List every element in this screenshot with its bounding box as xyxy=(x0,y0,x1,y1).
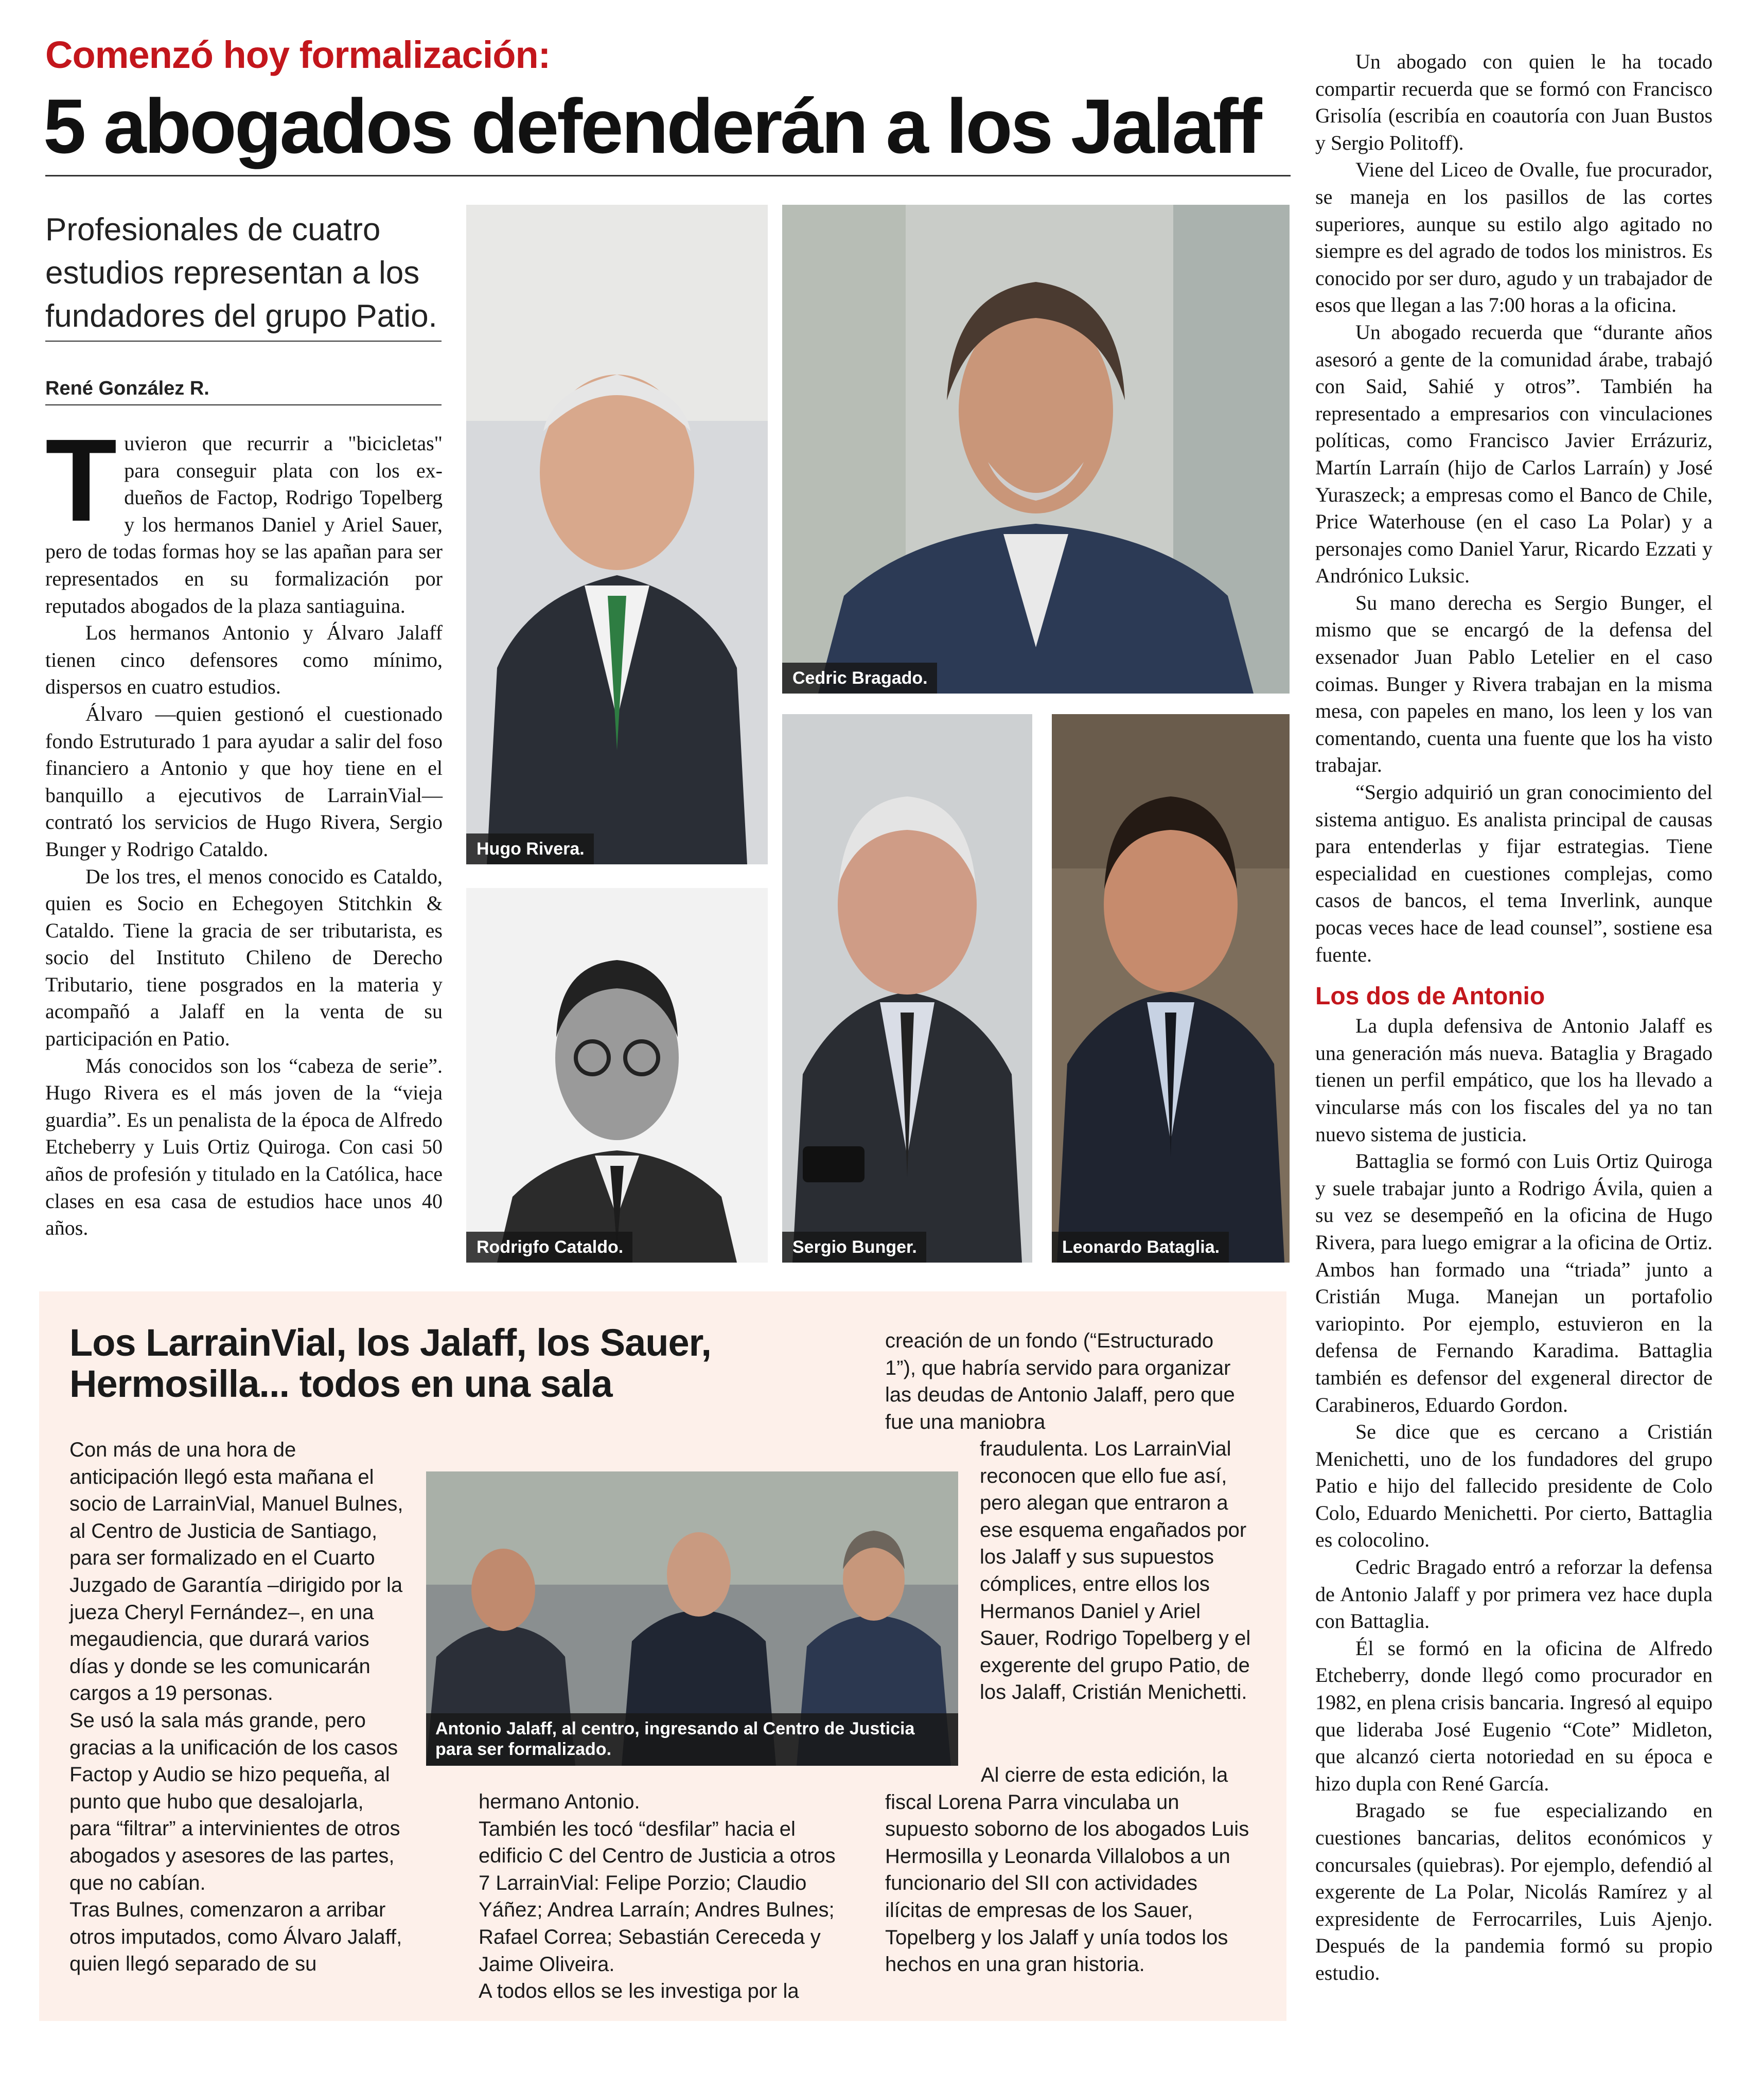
paragraph: Tras Bulnes, comenzaron a arribar otros imputados, como Álvaro Jalaff, quien llegó separado de su xyxy=(69,1898,402,1976)
paragraph: Los hermanos Antonio y Álvaro Jalaff tienen cinco defensores como mínimo, dispersos en cuatro estudios. xyxy=(45,621,443,699)
byline: René González R. xyxy=(45,378,209,399)
sidebar-photo xyxy=(426,1471,958,1766)
headline: 5 abogados defenderán a los Jalaff xyxy=(43,83,1260,169)
paragraph: Bragado se fue especializando en cuestiones bancarias, delitos económicos y concursales (quiebras). Por ejemplo, defendió al exgerente de La Polar, Nicolás Ramírez y al expresidente de Ferrocarriles, Luis Ajenjo. Después de la pandemia formó su propio estudio. xyxy=(1315,1799,1713,1984)
portrait-icon xyxy=(466,205,768,864)
photo-rodrigo-cataldo xyxy=(466,888,768,1263)
paragraph: fraudulenta. Los LarrainVial reconocen que ello fue así, pero alegan que entraron a ese esquema engañados por los Jalaff y sus supuestos cómplices, entre ellos los Hermanos Daniel y Ariel Sauer, Rodrigo Topelberg y el exgerente del grupo Patio, de los Jalaff, Cristián Menichetti. xyxy=(980,1438,1251,1704)
photo-hugo-rivera xyxy=(466,205,768,864)
portrait-icon xyxy=(782,714,1032,1263)
photo-leonardo-battaglia xyxy=(1052,714,1290,1263)
article-column-4 xyxy=(1315,48,1713,1987)
paragraph: Cedric Bragado entró a reforzar la defensa de Antonio Jalaff y por primera vez hace dupla con Battaglia. xyxy=(1315,1555,1713,1633)
kicker: Comenzó hoy formalización: xyxy=(45,33,551,76)
photo-caption: Rodrigfo Cataldo. xyxy=(466,1232,632,1263)
paragraph: Él se formó en la oficina de Alfredo Etcheberry, donde llegó como procurador en 1982, en plena crisis bancaria. Ingresó al equipo que lideraba José Eugenio “Cote” Midleton, que alcanzó cierta notoriedad en su época e hizo dupla con René García. xyxy=(1315,1636,1713,1795)
paragraph: Un abogado recuerda que “durante años asesoró a gente de la comunidad árabe, trabajó con Said, Sahié y otros”. También ha representado a empresarios con vinculaciones políticas, como Francisco Javier Errázuriz, Martín Larraín (hijo de Carlos Larraín) y José Yuraszeck; a empresas como el Banco de Chile, Price Waterhouse (en el caso La Polar) y a personajes como Daniel Yarur, Ricardo Ezzati y Andrónico Luksic. xyxy=(1315,320,1713,588)
paragraph: Tuvieron que recurrir a "bicicletas" para conseguir plata con los ex-dueños de Factop, Rodrigo Topelberg y los hermanos Daniel y Ariel Sauer, pero de todas formas hoy se las apañan para ser representados en su formalización por reputados abogados de la plaza santiaguina. xyxy=(45,415,443,617)
paragraph: A todos ellos se les investiga por la xyxy=(479,1980,799,2003)
headline-rule xyxy=(45,175,1291,176)
portrait-icon xyxy=(466,888,768,1263)
sidebar-column-1 xyxy=(69,1436,404,1978)
portrait-icon xyxy=(1052,714,1290,1263)
paragraph: Al cierre de esta edición, la fiscal Lorena Parra vinculaba un supuesto soborno de los abogados Luis Hermosilla y Leonarda Villalobos a un funcionario del SII con actividades ilícitas de empresas de los Sauer, Topelberg y los Jalaff y unía todos los hechos en una gran historia. xyxy=(885,1764,1249,1976)
paragraph: Con más de una hora de anticipación llegó esta mañana el socio de LarrainVial, Manuel Bulnes, al Centro de Justicia de Santiago, para ser formalizado en el Cuarto Juzgado de Garantía –dirigido por la jueza Cheryl Fernández–, en una megaudiencia, que durará varios días y donde se les comunicarán cargos a 19 personas. xyxy=(69,1439,403,1705)
sidebar-photo-caption: Antonio Jalaff, al centro, ingresando al Centro de Justicia para ser formalizado. xyxy=(426,1713,958,1766)
sidebar-title: Los LarrainVial, los Jalaff, los Sauer, Hermosilla... todos en una sala xyxy=(69,1321,711,1405)
paragraph: Se dice que es cercano a Cristián Menichetti, uno de los fundadores del grupo Patio e hijo del fallecido presidente de Colo Colo, Eduardo Menichetti. Por cierto, Battaglia es colocolino. xyxy=(1315,1420,1713,1552)
sidebar-column-3-middle xyxy=(980,1435,1258,1706)
photo-cedric-bragado xyxy=(782,205,1290,694)
photo-caption: Hugo Rivera. xyxy=(466,833,594,864)
drop-cap: T xyxy=(45,415,117,546)
paragraph: Viene del Liceo de Ovalle, fue procurador, se maneja en los pasillos de las cortes superiores, aunque su estilo algo agitado no siempre es del agrado de todos los ministros. Es conocido por ser duro, agudo y un trabajador de esos que llegan a las 7:00 horas a la oficina. xyxy=(1315,158,1713,317)
photo-sergio-bunger xyxy=(782,714,1032,1263)
paragraph: Su mano derecha es Sergio Bunger, el mismo que se encargó de la defensa del exsenador Juan Pablo Letelier en el caso coimas. Bunger y Rivera trabajan en la misma mesa, con papeles en mano, los leen y los van comentando, cuenta una fuente que los ha visto trabajar. xyxy=(1315,591,1713,777)
paragraph: De los tres, el menos conocido es Cataldo, quien es Socio en Echegoyen Stitchkin & Cataldo. Tiene la gracia de ser tributarista, es socio del Instituto Chileno de Derecho Tributario, tiene posgrados en la materia y acompañó a Jalaff en la venta de su participación en Patio. xyxy=(45,864,443,1051)
paragraph: hermano Antonio. xyxy=(479,1790,640,1813)
paragraph: Un abogado con quien le ha tocado compartir recuerda que se formó con Francisco Grisolía (escribía en coautoría con Juan Bustos y Sergio Politoff). xyxy=(1315,50,1713,154)
paragraph: creación de un fondo (“Estructurado 1”), que habría servido para organizar las deudas de Antonio Jalaff, pero que fue una maniobra xyxy=(885,1329,1235,1433)
paragraph: También les tocó “desfilar” hacia el edificio C del Centro de Justicia a otros 7 LarrainVial: Felipe Porzio; Claudio Yáñez; Andrea Larraín; Andres Bulnes; Rafael Correa; Sebastián Cereceda y Jaime Oliveira. xyxy=(479,1817,836,1976)
photo-caption: Cedric Bragado. xyxy=(782,663,937,694)
subhead: Los dos de Antonio xyxy=(1315,983,1545,1010)
article-column-1 xyxy=(45,415,443,1242)
portrait-icon xyxy=(782,205,1290,694)
deck-rule xyxy=(45,341,442,342)
photo-caption: Sergio Bunger. xyxy=(782,1232,926,1263)
paragraph: Battaglia se formó con Luis Ortiz Quiroga y suele trabajar junto a Rodrigo Ávila, quien a su vez se desempeñó en la oficina de Hugo Rivera, para luego emigrar a la oficina de Ortiz. Ambos han formado una “triada” junto a Cristián Muga. Manejan un portafolio variopinto. Por ejemplo, estuvieron en la defensa de Fernando Karadima. Battaglia también es defensor del exgeneral director de Carabineros, Eduardo Gordon. xyxy=(1315,1149,1713,1416)
paragraph: Se usó la sala más grande, pero gracias a la unificación de los casos Factop y Audio se hizo pequeña, al punto que hubo que desalojarla, para “filtrar” a intervinientes de otros abogados y asesores de las partes, que no cabían. xyxy=(69,1709,400,1894)
byline-rule xyxy=(45,404,442,405)
sidebar-column-3-bottom xyxy=(885,1762,1256,1978)
paragraph: La dupla defensiva de Antonio Jalaff es una generación más nueva. Bataglia y Bragado tienen un perfil empático, que los ha llevado a vincularse más con los fiscales del ya no tan nuevo sistema de justicia. xyxy=(1315,1014,1713,1146)
photo-caption: Leonardo Bataglia. xyxy=(1052,1232,1229,1263)
paragraph: Más conocidos son los “cabeza de serie”. Hugo Rivera es el más joven de la “vieja guardia”. Es un penalista de la época de Alfredo Etcheberry y Luis Ortiz Quiroga. Con casi 50 años de profesión y titulado en la Católica, hace clases en esa casa de estudios hace unos 40 años. xyxy=(45,1054,443,1240)
sidebar-column-3-top xyxy=(885,1327,1245,1435)
deck: Profesionales de cuatro estudios representan a los fundadores del grupo Patio. xyxy=(45,212,437,334)
paragraph: Álvaro —quien gestionó el cuestionado fondo Estruturado 1 para ayudar a salir del foso financiero a Antonio y que hoy tiene en el banquillo a ejecutivos de LarrainVial— contrató los servicios de Hugo Rivera, Sergio Bunger y Rodrigo Cataldo. xyxy=(45,702,443,861)
paragraph: “Sergio adquirió un gran conocimiento del sistema antiguo. Es analista principal de causas para entenderlas y fijar estrategias. Tiene especialidad en cuestiones complejas, como casos de bancos, el tema Inverlink, aunque pocas veces hace de lead counsel”, sostiene esa fuente. xyxy=(1315,780,1713,966)
sidebar-column-2 xyxy=(479,1788,839,2005)
